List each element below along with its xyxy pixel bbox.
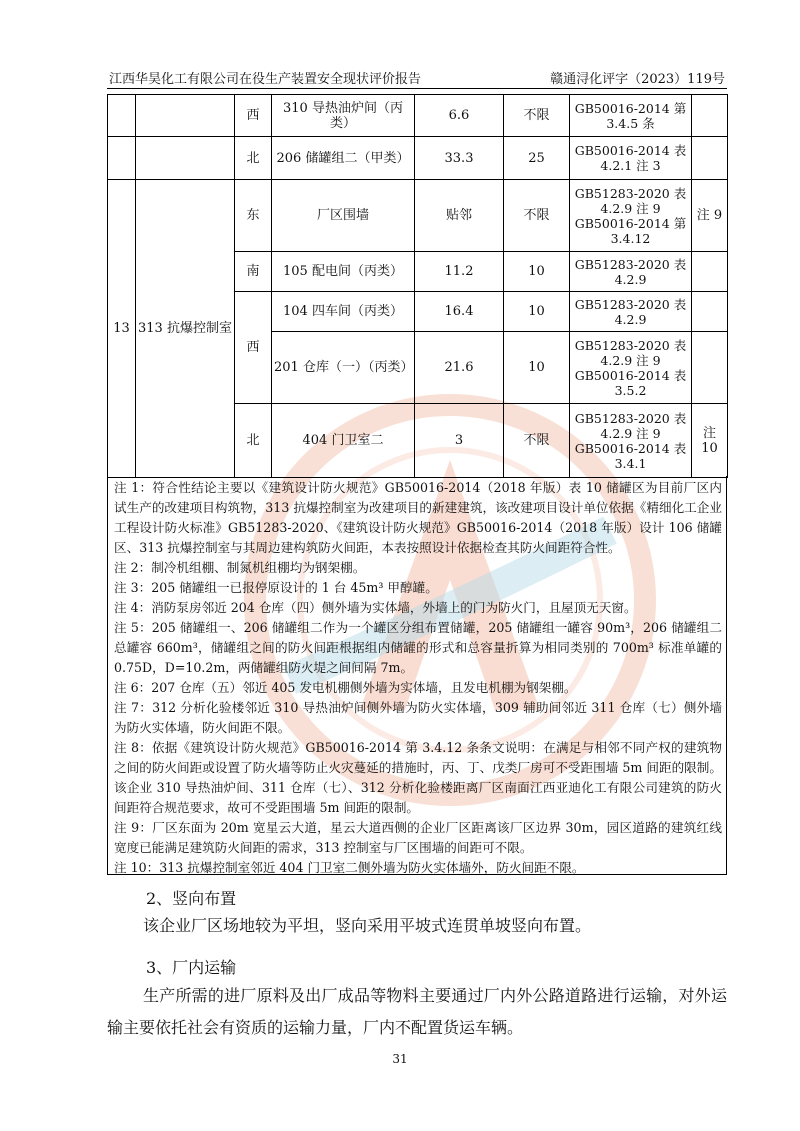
fire-distance-table (107, 94, 728, 478)
actual-distance-cell: 贴邻 (415, 180, 504, 252)
direction-cell: 北 (235, 137, 272, 180)
note-cell (692, 292, 728, 332)
actual-distance-cell: 6.6 (415, 95, 504, 137)
basis-cell: GB51283-2020 表 4.2.9 注 9 GB50016-2014 第 3.4.12 (570, 180, 692, 252)
neighbor-cell: 404 门卫室二 (272, 404, 415, 478)
section-heading-transport: 3、厂内运输 (146, 958, 237, 977)
paragraph-transport: 生产所需的进厂原料及出厂成品等物料主要通过厂内外公路道路进行运输，对外运输主要依托社会有资质的运输力量，厂内不配置货运车辆。 (107, 986, 727, 1037)
required-distance-cell: 25 (504, 137, 570, 180)
note-cell (692, 252, 728, 292)
table-row (108, 180, 728, 252)
basis-cell: GB50016-2014 第 3.4.5 条 (570, 95, 692, 137)
note-9: 注 9：厂区东面为 20m 宽星云大道，星云大道西侧的企业厂区距离该厂区边界 30m，园区道路的建筑红线宽度已能满足建筑防火间距的需求，313 控制室与厂区围墙的间距可不限。 (114, 820, 722, 855)
direction-cell: 北 (235, 404, 272, 478)
header-doc-number: 赣通浔化评字（2023）119号 (550, 72, 725, 87)
direction-cell: 西 (235, 292, 272, 404)
neighbor-cell: 206 储罐组二（甲类） (272, 137, 415, 180)
no-cell (108, 95, 136, 137)
note-1: 注 1：符合性结论主要以《建筑设计防火规范》GB50016-2014（2018 年版）表 10 储罐区为目前厂区内试生产的改建项目构筑物，313 抗爆控制室为改建项目的新建建筑，该改建项目设计单位依据《精细化工企业工程设计防火标准》GB51283-2020、《建筑设计防火规范》GB50016-2014（2018 年版）设计 106 储罐区、313 抗爆控制室与其周边建构筑防火间距，本表按照设计依据检查其防火间距符合性。 (114, 480, 722, 555)
required-distance-cell: 不限 (504, 95, 570, 137)
section-heading-vertical-layout: 2、竖向布置 (146, 889, 237, 908)
required-distance-cell: 10 (504, 292, 570, 332)
note-8: 注 8：依据《建筑设计防火规范》GB50016-2014 第 3.4.12 条条文说明：在满足与相邻不同产权的建筑物之间的防火间距或设置了防火墙等防止火灾蔓延的措施时，丙、丁、戊类厂房可不受距围墙 5m 间距的限制。该企业 310 导热油炉间、311 仓库（七）、312 分析化验楼距离厂区南面江西亚迪化工有限公司建筑的防火间距符合规范要求，故可不受距围墙 5m 间距的限制。 (114, 740, 722, 815)
required-distance-cell: 不限 (504, 404, 570, 478)
no-cell (108, 137, 136, 180)
actual-distance-cell: 16.4 (415, 292, 504, 332)
actual-distance-cell: 11.2 (415, 252, 504, 292)
required-distance-cell: 不限 (504, 180, 570, 252)
note-4: 注 4：消防泵房邻近 204 仓库（四）侧外墙为实体墙，外墙上的门为防火门，且屋顶无天窗。 (114, 600, 637, 615)
note-7: 注 7：312 分析化验楼邻近 310 导热油炉间侧外墙为防火实体墙，309 辅助间邻近 311 仓库（七）侧外墙为防火实体墙，防火间距不限。 (114, 700, 722, 735)
header-report-title: 江西华昊化工有限公司在役生产装置安全现状评价报告 (109, 72, 422, 87)
paragraph-vertical-layout: 该企业厂区场地较为平坦，竖向采用平坡式连贯单坡竖向布置。 (143, 916, 592, 935)
item-number-cell: 13 (108, 180, 136, 478)
table-row (108, 137, 728, 180)
note-cell (692, 332, 728, 404)
basis-cell: GB51283-2020 表 4.2.9 (570, 252, 692, 292)
direction-cell: 南 (235, 252, 272, 292)
building-name-cell: 313 抗爆控制室 (136, 180, 235, 478)
building-cell (136, 137, 235, 180)
page-number: 31 (392, 1052, 408, 1066)
note-2: 注 2：制冷机组棚、制氮机组棚均为钢架棚。 (114, 560, 366, 575)
note-6: 注 6：207 仓库（五）邻近 405 发电机棚侧外墙为实体墙，且发电机棚为钢架棚。 (114, 680, 577, 695)
note-cell: 注 10 (692, 404, 728, 478)
table-notes (107, 476, 727, 875)
note-10: 注 10：313 抗爆控制室邻近 404 门卫室二侧外墙为防火实体墙外，防火间距不限。 (114, 860, 585, 875)
required-distance-cell: 10 (504, 332, 570, 404)
basis-cell: GB50016-2014 表 4.2.1 注 3 (570, 137, 692, 180)
basis-cell: GB51283-2020 表 4.2.9 注 9 GB50016-2014 表 3.4.1 (570, 404, 692, 478)
basis-cell: GB51283-2020 表 4.2.9 注 9 GB50016-2014 表 3.5.2 (570, 332, 692, 404)
note-5: 注 5：205 储罐组一、206 储罐组二作为一个罐区分组布置储罐，205 储罐组一罐容 90m³，206 储罐组二总罐容 660m³，储罐组之间的防火间距根据组内储罐的形式和总容量折算为相同类别的 700m³ 标准单罐的 0.75D，D=10.2m，两储罐组防火堤之间间隔 7m。 (114, 620, 722, 675)
note-cell (692, 137, 728, 180)
building-cell (136, 95, 235, 137)
neighbor-cell: 厂区围墙 (272, 180, 415, 252)
direction-cell: 西 (235, 95, 272, 137)
neighbor-cell: 105 配电间（丙类） (272, 252, 415, 292)
actual-distance-cell: 33.3 (415, 137, 504, 180)
actual-distance-cell: 21.6 (415, 332, 504, 404)
neighbor-cell: 104 四车间（丙类） (272, 292, 415, 332)
table-row (108, 95, 728, 137)
actual-distance-cell: 3 (415, 404, 504, 478)
basis-cell: GB51283-2020 表 4.2.9 (570, 292, 692, 332)
note-cell (692, 95, 728, 137)
direction-cell: 东 (235, 180, 272, 252)
neighbor-cell: 201 仓库（一）（丙类） (272, 332, 415, 404)
neighbor-cell: 310 导热油炉间（丙类） (272, 95, 415, 137)
page-header (107, 66, 727, 89)
note-3: 注 3：205 储罐组一已报停原设计的 1 台 45m³ 甲醇罐。 (114, 580, 438, 595)
required-distance-cell: 10 (504, 252, 570, 292)
note-cell: 注 9 (692, 180, 728, 252)
